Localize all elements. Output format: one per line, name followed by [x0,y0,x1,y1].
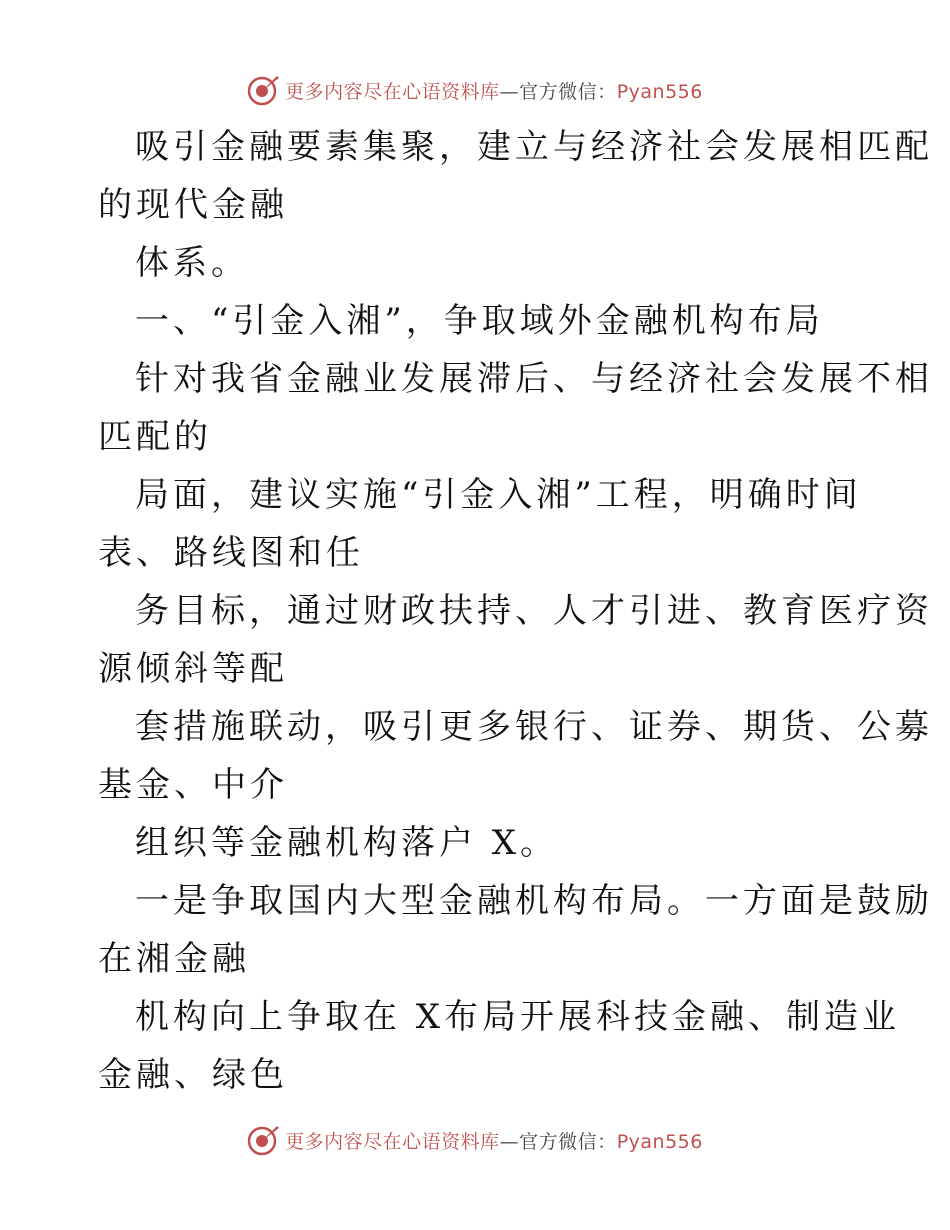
paragraph-line: 局面，建议实施“引金入湘”工程，明确时间 [135,475,862,515]
paragraph-line: 吸引金融要素集聚，建立与经济社会发展相匹配 [135,127,933,167]
paragraph-line: 金融、绿色 [98,1055,288,1095]
footer-banner [0,1120,950,1160]
paragraph-line: 针对我省金融业发展滞后、与经济社会发展不相 [135,359,933,399]
banner-site-text: 更多内容尽在心语资料库 [285,1130,500,1153]
paragraph-line: 在湘金融 [98,939,250,979]
paragraph-line: 一是争取国内大型金融机构布局。一方面是鼓励 [135,881,933,921]
banner-site-text: 更多内容尽在心语资料库 [285,80,500,103]
quill-circle-icon [247,1123,281,1157]
banner-dash: — [499,1130,520,1153]
paragraph-line: 匹配的 [98,417,212,457]
paragraph-line: 的现代金融 [98,185,288,225]
paragraph-line: 机构向上争取在 X布局开展科技金融、制造业 [135,997,901,1037]
paragraph-line: 务目标，通过财政扶持、人才引进、教育医疗资 [135,591,933,631]
banner-text [285,77,703,104]
paragraph-line: 组织等金融机构落户 X。 [135,823,559,863]
section-heading: 一、“引金入湘”，争取域外金融机构布局 [135,301,824,341]
paragraph-line: 源倾斜等配 [98,649,288,689]
banner-wechat-label: 官方微信： [519,80,617,103]
banner-dash: — [499,80,520,103]
paragraph-line: 套措施联动，吸引更多银行、证券、期货、公募 [135,707,933,747]
banner-wechat-id: Pyan556 [616,80,703,103]
banner-wechat-label: 官方微信： [519,1130,617,1153]
header-banner [0,70,950,110]
paragraph-line: 基金、中介 [98,765,288,805]
banner-text [285,1127,703,1154]
banner-wechat-id: Pyan556 [616,1130,703,1153]
paragraph-line: 表、路线图和任 [98,533,364,573]
quill-circle-icon [247,73,281,107]
paragraph-line: 体系。 [135,243,249,283]
